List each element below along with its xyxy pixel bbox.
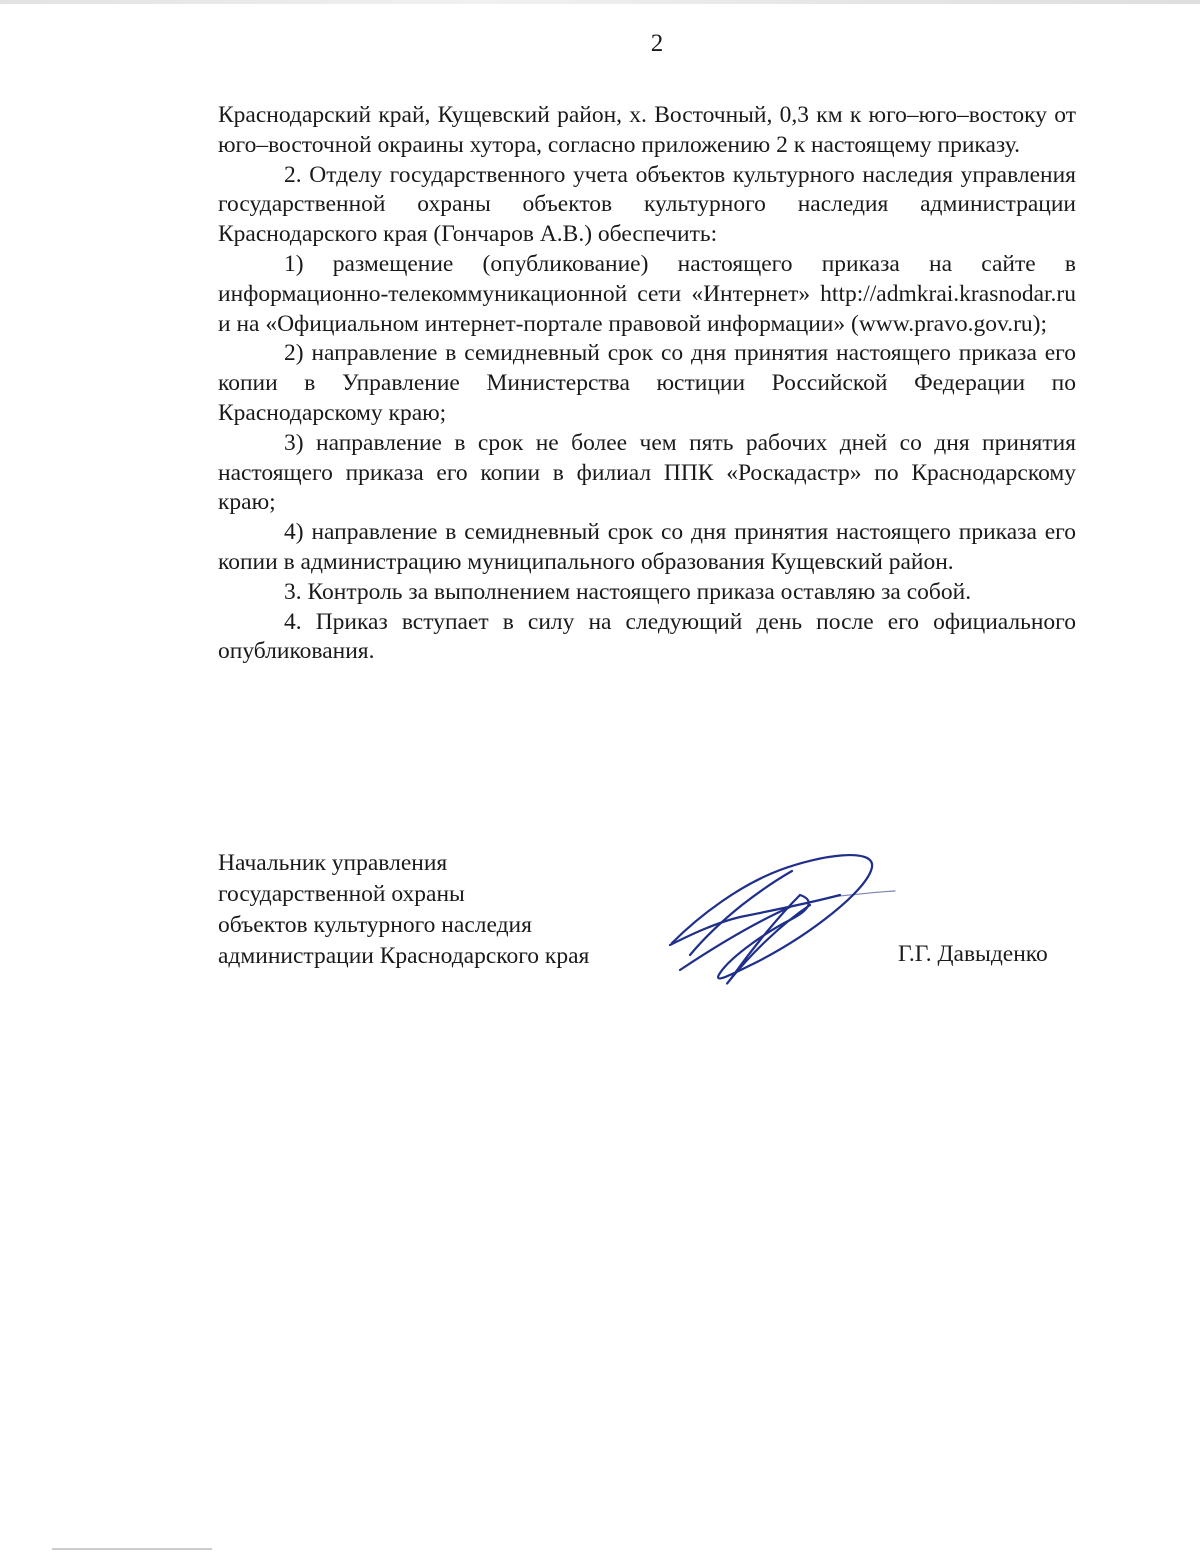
scan-bottom-mark [52, 1548, 212, 1550]
signer-position-line: администрации Краснодарского края [218, 943, 590, 969]
paragraph-item-2: 2. Отделу государственного учета объектов культурного наследия управления государственной охраны объектов культурного наследия администрации Краснодарского края (Гончаров А.В.) обеспечить: [218, 161, 1076, 248]
paragraph-subitem-1: 1) размещение (опубликование) настоящего приказа на сайте в информационно-телекоммуникационной сети «Интернет» http://admkrai.krasnodar.ru и на «Официальном интернет-портале правовой информации» (www.pravo.gov.ru); [218, 250, 1076, 337]
document-body [218, 101, 1076, 667]
signer-position [218, 848, 648, 972]
handwritten-signature [660, 845, 900, 990]
page-number: 2 [650, 30, 664, 57]
paragraph-item-3: 3. Контроль за выполнением настоящего приказа оставляю за собой. [284, 578, 972, 605]
paragraph-item-4: 4. Приказ вступает в силу на следующий день после его официального опубликования. [218, 608, 1076, 665]
signer-position-line: Начальник управления [218, 850, 448, 876]
scan-top-edge [0, 0, 1200, 4]
paragraph-subitem-2: 2) направление в семидневный срок со дня принятия настоящего приказа его копии в Управление Министерства юстиции Российской Федерации по Краснодарскому краю; [218, 340, 1076, 426]
paragraph-location: Краснодарский край, Кущевский район, х. Восточный, 0,3 км к юго–юго–востоку от юго–восточной окраины хутора, согласно приложению 2 к настоящему приказу. [218, 102, 1076, 158]
paragraph-subitem-4: 4) направление в семидневный срок со дня принятия настоящего приказа его копии в администрацию муниципального образования Кущевский район. [218, 519, 1076, 575]
signer-position-line: объектов культурного наследия [218, 912, 532, 938]
signer-position-line: государственной охраны [218, 881, 465, 907]
paragraph-subitem-3: 3) направление в срок не более чем пять рабочих дней со дня принятия настоящего приказа его копии в филиал ППК «Роскадастр» по Краснодарскому краю; [218, 429, 1076, 516]
signer-name: Г.Г. Давыденко [898, 941, 1048, 967]
